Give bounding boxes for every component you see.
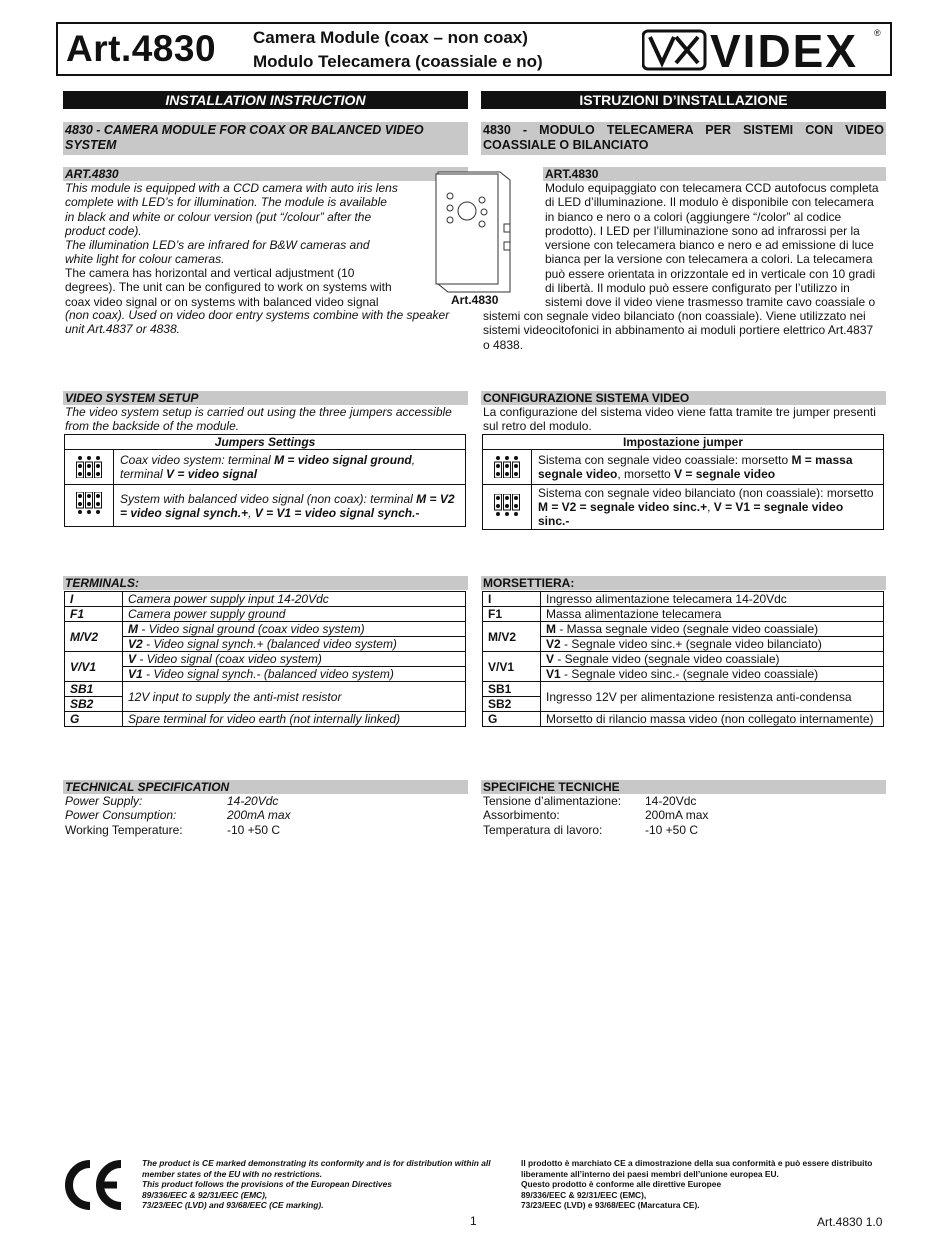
figure-caption: Art.4830 (451, 293, 499, 307)
title-it: Modulo Telecamera (coassiale e no) (253, 52, 543, 71)
table-row: M/V2 M - Video signal ground (coax video system) (65, 622, 466, 637)
ce-mark (63, 1158, 125, 1215)
camera-module-figure (428, 166, 518, 298)
camera-module-icon (428, 166, 518, 298)
table-row: SB2 (483, 697, 884, 712)
art-label-en: ART.4830 (63, 167, 468, 181)
videx-logo (642, 25, 886, 77)
table-row: V1 - Video signal synch.- (balanced video system) (65, 667, 466, 682)
brand-name: VIDEX (710, 25, 859, 77)
table-row: V2 - Video signal synch.+ (balanced video system) (65, 637, 466, 652)
header-box (56, 22, 892, 76)
spec-title-en: TECHNICAL SPECIFICATION (63, 780, 468, 794)
description-en-tail: (non coax). Used on video door entry systems combine with the speaker unit Art.4837 or 4838. (65, 308, 450, 337)
video-setup-text-en: The video system setup is carried out using the three jumpers accessible from the backside of the module. (65, 405, 452, 434)
jumper-row-balanced-en: System with balanced video signal (non coax): terminal M = V2 = video signal synch.+, V = V1 = video signal synch.- (114, 485, 466, 527)
istruzioni-bar: ISTRUZIONI D’INSTALLAZIONE (481, 91, 886, 109)
registered-mark: ® (874, 28, 881, 38)
doc-reference: Art.4830 1.0 (817, 1215, 883, 1229)
terminals-table-it (482, 591, 884, 727)
table-row: V/V1 V - Video signal (coax video system) (65, 652, 466, 667)
table-row: V/V1 V - Segnale video (segnale video coassiale) (483, 652, 884, 667)
description-it: Modulo equipaggiato con telecamera CCD autofocus completa di LED d’illuminazione. Il modulo è disponibile con telecamera in bianco e nero o a colori (aggiungere “/color” al codice prodotto). I LED per l’illuminazione sono ad infrarossi per la versione con telecamera bianco e nero e ad emissione di luce bianca per la versione con telecamera a colori. La telecamera può essere orientata in orizzontale ed in verticale con 10 gradi di libertà. Il modulo può essere configurato per l’utilizzo in sistemi dove il video viene trasmesso tramite cavo coassiale o (545, 181, 879, 310)
description-en-cont: The camera has horizontal and vertical adjustment (10 degrees). The unit can be configured to work on systems with coax video signal or on systems with balanced video signal (65, 266, 392, 309)
ce-mark-icon (63, 1158, 125, 1212)
table-row: V1 - Segnale video sinc.- (segnale video coassiale) (483, 667, 884, 682)
table-row: SB1 12V input to supply the anti-mist resistor (65, 682, 466, 697)
jumpers-header-en: Jumpers Settings (65, 435, 466, 450)
terminals-title-it: MORSETTIERA: (481, 576, 886, 590)
table-row: M/V2 M - Massa segnale video (segnale video coassiale) (483, 622, 884, 637)
jumper-balanced-icon-it (483, 485, 532, 530)
table-row: G Morsetto di rilancio massa video (non collegato internamente) (483, 712, 884, 727)
description-en: This module is equipped with a CCD camera with auto iris lens complete with LED’s for illumination. The module is available in black and white or colour version (put “/colour” after the product code). The illumination LED’s are infrared for B&W cameras and white light for colour cameras. (65, 181, 398, 267)
installation-bar: INSTALLATION INSTRUCTION (63, 91, 468, 109)
spec-list-en: Power Supply: 14-20Vdc Power Consumption: 200mA max Working Temperature: -10 +50 C (65, 794, 291, 837)
jumper-row-coax-en: Coax video system: terminal M = video signal ground, terminal V = video signal (114, 450, 466, 485)
jumper-balanced-icon (65, 485, 114, 527)
spec-title-it: SPECIFICHE TECNICHE (481, 780, 886, 794)
terminals-title-en: TERMINALS: (63, 576, 468, 590)
title-en: Camera Module (coax – non coax) (253, 28, 528, 47)
table-row: V2 - Segnale video sinc.+ (segnale video bilanciato) (483, 637, 884, 652)
ce-text-en: The product is CE marked demonstrating its conformity and is for distribution within all member states of the EU with no restrictions. This product follows the provisions of the European Directives 89/336/EEC & 92/31/EEC (EMC), 73/23/EEC (LVD) and 93/68/EEC (CE marking). (142, 1158, 491, 1211)
spec-list-it: Tensione d’alimentazione: 14-20Vdc Assorbimento: 200mA max Temperatura di lavoro: -10 +50 C (483, 794, 709, 837)
table-row: SB2 (65, 697, 466, 712)
art-label-it: ART.4830 (543, 167, 886, 181)
video-setup-text-it: La configurazione del sistema video viene fatta tramite tre jumper presenti sul retro del modulo. (483, 405, 876, 434)
jumper-row-coax-it: Sistema con segnale video coassiale: morsetto M = massa segnale video, morsetto V = segnale video (532, 450, 884, 485)
page-number: 1 (470, 1214, 477, 1228)
table-row: SB1 Ingresso 12V per alimentazione resistenza anti-condensa (483, 682, 884, 697)
article-number: Art.4830 (66, 28, 217, 69)
ce-text-it: Il prodotto è marchiato CE a dimostrazione della sua conformità e può essere distribuito liberamente all’interno dei paesi membri dell’unione europea EU. Questo prodotto è conforme alle direttive Europee 89/336/EEC & 92/31/EEC (EMC), 73/23/EEC (LVD) e 93/68/EEC (Marcatura CE). (521, 1158, 873, 1211)
video-setup-title-en: VIDEO SYSTEM SETUP (63, 391, 468, 405)
jumpers-table-en (64, 434, 466, 527)
table-row: I Camera power supply input 14-20Vdc (65, 592, 466, 607)
jumper-coax-icon-it (483, 450, 532, 485)
jumpers-header-it: Impostazione jumper (483, 435, 884, 450)
jumpers-table-it (482, 434, 884, 530)
section-title-en: 4830 - CAMERA MODULE FOR COAX OR BALANCED VIDEO SYSTEM (63, 122, 468, 155)
description-it-tail: sistemi con segnale video bilanciato (non coassiale). Viene utilizzato nei sistemi videocitofonici in abbinamento ai moduli portiere elettrico Art.4837 o 4838. (483, 309, 874, 352)
table-row: I Ingresso alimentazione telecamera 14-20Vdc (483, 592, 884, 607)
jumper-coax-icon (65, 450, 114, 485)
section-title-it: 4830 - MODULO TELECAMERA PER SISTEMI CON VIDEO COASSIALE O BILANCIATO (481, 122, 886, 155)
table-row: F1 Massa alimentazione telecamera (483, 607, 884, 622)
video-setup-title-it: CONFIGURAZIONE SISTEMA VIDEO (481, 391, 886, 405)
table-row: G Spare terminal for video earth (not internally linked) (65, 712, 466, 727)
terminals-table-en (64, 591, 466, 727)
jumper-row-balanced-it: Sistema con segnale video bilanciato (non coassiale): morsetto M = V2 = segnale video sinc.+, V = V1 = segnale video sinc.- (532, 485, 884, 530)
table-row: F1 Camera power supply ground (65, 607, 466, 622)
